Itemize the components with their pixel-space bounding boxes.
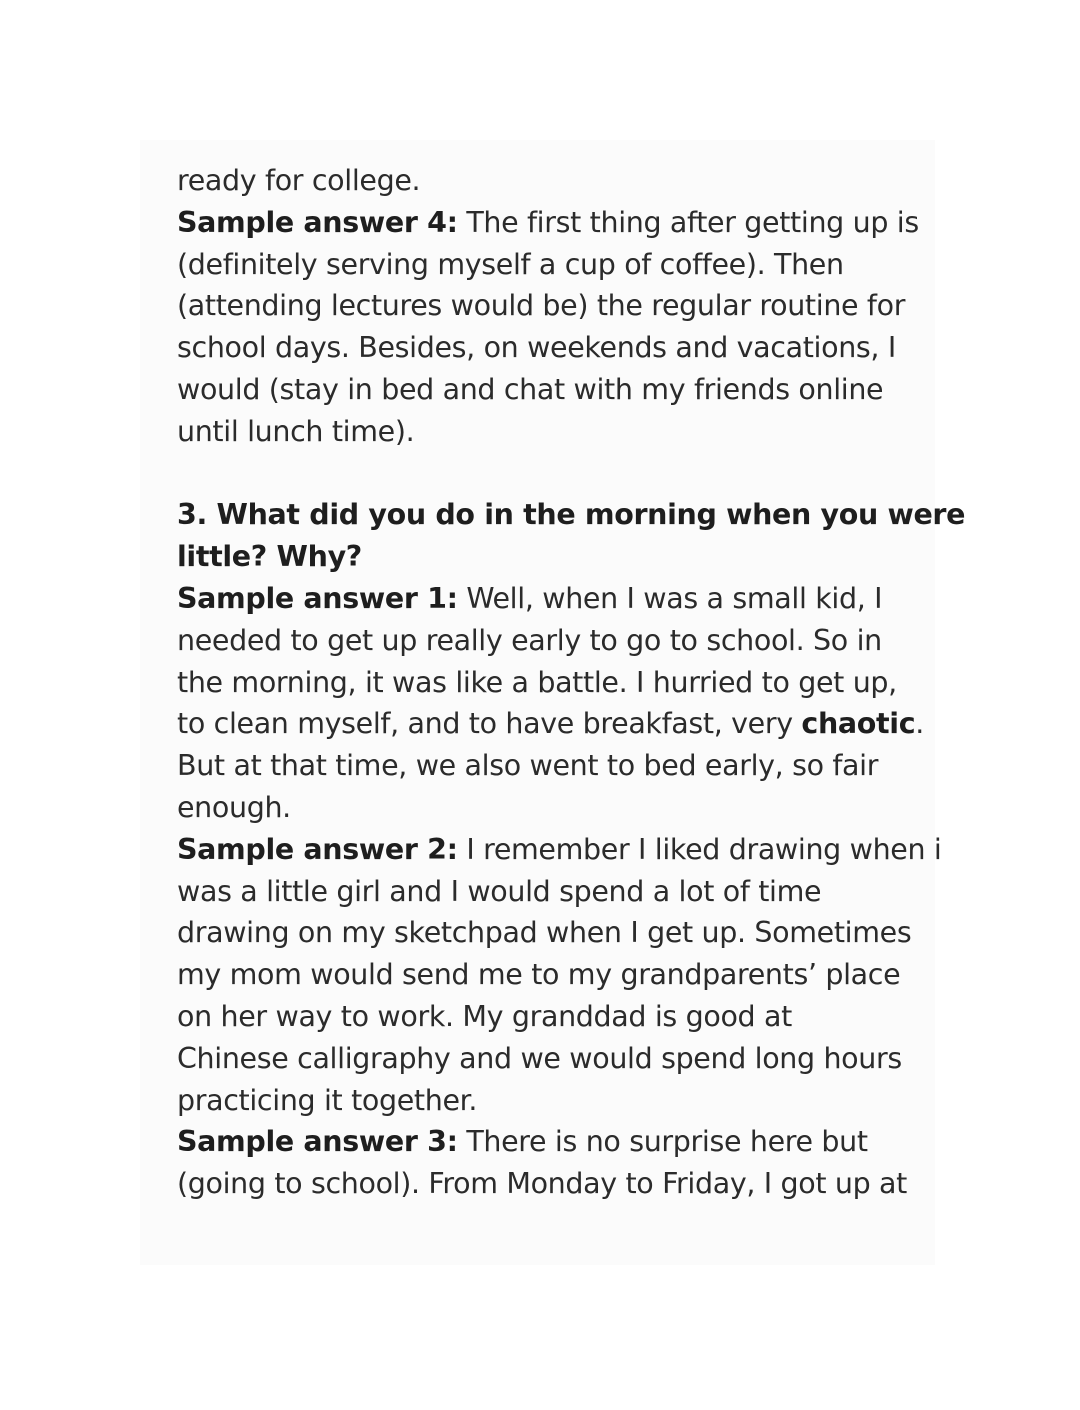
text-line: (going to school). From Monday to Friday, I got up at	[177, 1167, 907, 1201]
sample-answer-2-line	[177, 829, 942, 871]
text-line: school days. Besides, on weekends and vacations, I	[177, 331, 896, 365]
document-text	[177, 160, 966, 1205]
sample-answer-4-line	[177, 202, 917, 244]
text-line: There is no surprise here but	[457, 1125, 868, 1159]
text-line: Well, when I was a small kid, I	[457, 581, 883, 615]
sample-answer-2-label: Sample answer 2:	[177, 832, 458, 866]
text-line: (definitely serving myself a cup of coffee). Then	[177, 247, 844, 281]
question-3-line: little? Why?	[177, 540, 362, 574]
text-line: ready for college.	[177, 164, 421, 197]
text-line: Chinese calligraphy and we would spend long hours	[177, 1041, 902, 1075]
bold-keyword: chaotic	[801, 707, 916, 741]
paragraph-gap	[177, 453, 917, 495]
text-line: until lunch time).	[177, 414, 415, 448]
text-line: would (stay in bed and chat with my friends online	[177, 372, 884, 406]
text-line: drawing on my sketchpad when I get up. Sometimes	[177, 916, 912, 950]
text-line: But at that time, we also went to bed early, so fair	[177, 749, 879, 783]
text-line: the morning, it was like a battle. I hurried to get up,	[177, 665, 897, 699]
text-line	[177, 703, 924, 745]
text-line: practicing it together.	[177, 1083, 478, 1117]
text-line: I remember I liked drawing when i	[457, 832, 942, 866]
text-line: needed to get up really early to go to school. So in	[177, 623, 882, 657]
sample-answer-3-label: Sample answer 3:	[177, 1125, 458, 1159]
sample-answer-1-line	[177, 578, 917, 620]
sample-answer-3-line	[177, 1121, 917, 1163]
text-segment: to clean myself, and to have breakfast, very	[177, 707, 802, 741]
sample-answer-4-label: Sample answer 4:	[177, 205, 458, 239]
text-line: on her way to work. My granddad is good at	[177, 999, 792, 1033]
text-line: my mom would send me to my grandparents’ place	[177, 958, 901, 992]
text-line: enough.	[177, 790, 291, 824]
text-line: (attending lectures would be) the regular routine for	[177, 289, 906, 323]
text-segment: .	[915, 707, 924, 741]
sample-answer-1-label: Sample answer 1:	[177, 581, 458, 615]
text-line: The first thing after getting up is	[457, 205, 919, 239]
text-line: was a little girl and I would spend a lot of time	[177, 874, 822, 908]
question-3-line: 3. What did you do in the morning when you were	[177, 498, 966, 532]
